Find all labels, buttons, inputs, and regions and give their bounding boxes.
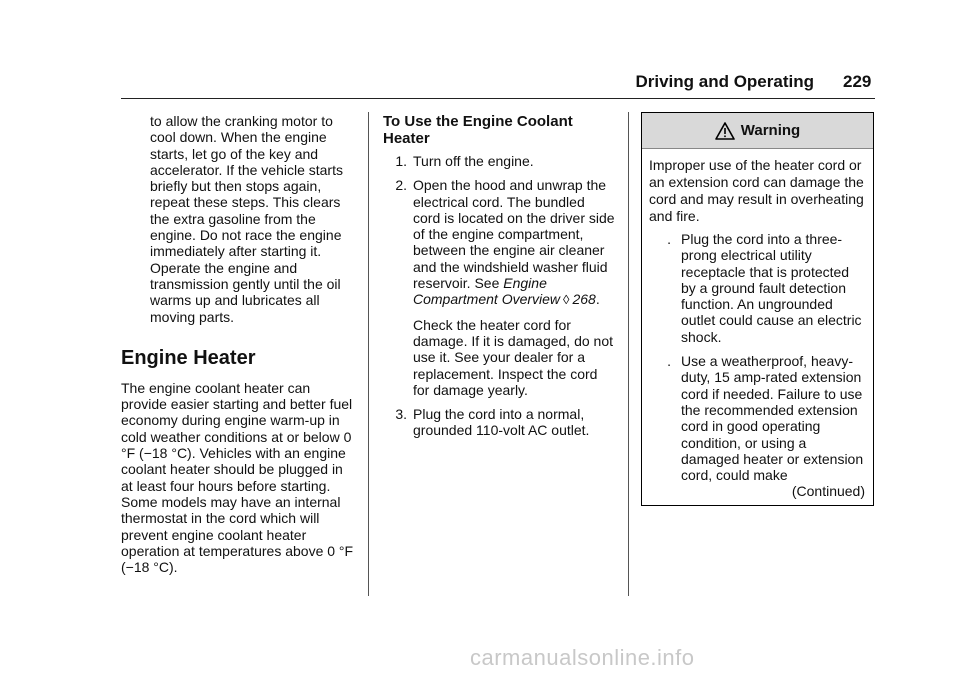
step-text: Turn off the engine. <box>413 153 534 169</box>
left-column <box>121 113 356 575</box>
warning-body <box>642 149 873 483</box>
warning-bullet <box>649 353 866 483</box>
engine-heater-paragraph: The engine coolant heater can provide easier starting and better fuel economy during engine warm-up in cold weather conditions at or below 0 °F (−18 °C). Vehicles with an engine coolant heater should be plugged in at least four hours before starting. Some models may have an internal thermostat in the cord which will prevent engine coolant heater operation at temperatures above 0 °F (−18 °C). <box>121 379 354 576</box>
warning-box <box>641 112 874 506</box>
step-number: 3. <box>395 406 407 423</box>
bullet-mark: . <box>667 353 671 370</box>
engine-heater-heading: Engine Heater <box>121 346 256 369</box>
continued-label: (Continued) <box>791 483 865 499</box>
step-subtext: Check the heater cord for damage. If it is damaged, do not use it. See your dealer for a replacement. Inspect the cord for damage yearly. <box>413 316 614 398</box>
warning-triangle-icon <box>715 122 735 140</box>
continuation-paragraph: to allow the cranking motor to cool down. When the engine starts, let go of the key and accelerator. If the vehicle starts briefly but then stops again, repeat these steps. This clears the extra gasoline from the engine. Do not race the engine immediately after starting it. Operate the engine and transmission gently until the oil warms up and lubricates all moving parts. <box>150 113 343 325</box>
step-item <box>383 153 615 169</box>
step-text: Plug the cord into a normal, grounded 110-volt AC outlet. <box>413 406 590 439</box>
engine-compartment-link[interactable]: Engine Compartment Overview <box>413 275 561 308</box>
bullet-text: Plug the cord into a three-prong electrical utility receptacle that is protected by a ground fault detection function. An ungrounded outlet could cause an electric shock. <box>681 231 862 345</box>
section-title: Driving and Operating <box>635 72 814 91</box>
middle-column <box>383 113 615 447</box>
step-text: Open the hood and unwrap the electrical cord. The bundled cord is located on the driver side of the engine compartment, between the engine air cleaner and the windshield washer fluid reservoir. See Engine Compartment Overview ◊ 268. <box>413 177 615 308</box>
warning-header <box>642 113 873 149</box>
page-ref-arrow-icon: ◊ <box>563 292 570 308</box>
step-item <box>383 177 615 398</box>
page-reference[interactable]: 268 <box>572 291 596 308</box>
column-divider-left <box>368 112 369 596</box>
page-number: 229 <box>843 72 872 91</box>
coolant-heater-subheading: To Use the Engine Coolant Heater <box>383 113 573 147</box>
step-number: 2. <box>395 177 407 194</box>
warning-bullet <box>649 231 866 345</box>
column-divider-right <box>628 112 629 596</box>
watermark: carmanualsonline.info <box>470 645 695 670</box>
warning-title: Warning <box>740 122 801 139</box>
bullet-mark: . <box>667 231 671 247</box>
step-item <box>383 406 615 439</box>
warning-intro: Improper use of the heater cord or an extension cord can damage the cord and may result in overheating and fire. <box>649 157 864 224</box>
bullet-text: Use a weatherproof, heavy-duty, 15 amp-rated extension cord if needed. Failure to use the recommended extension cord in good operating condition, or using a damaged heater or extension cord, could make <box>681 353 864 484</box>
header-divider <box>121 98 875 99</box>
step-number: 1. <box>395 153 407 169</box>
